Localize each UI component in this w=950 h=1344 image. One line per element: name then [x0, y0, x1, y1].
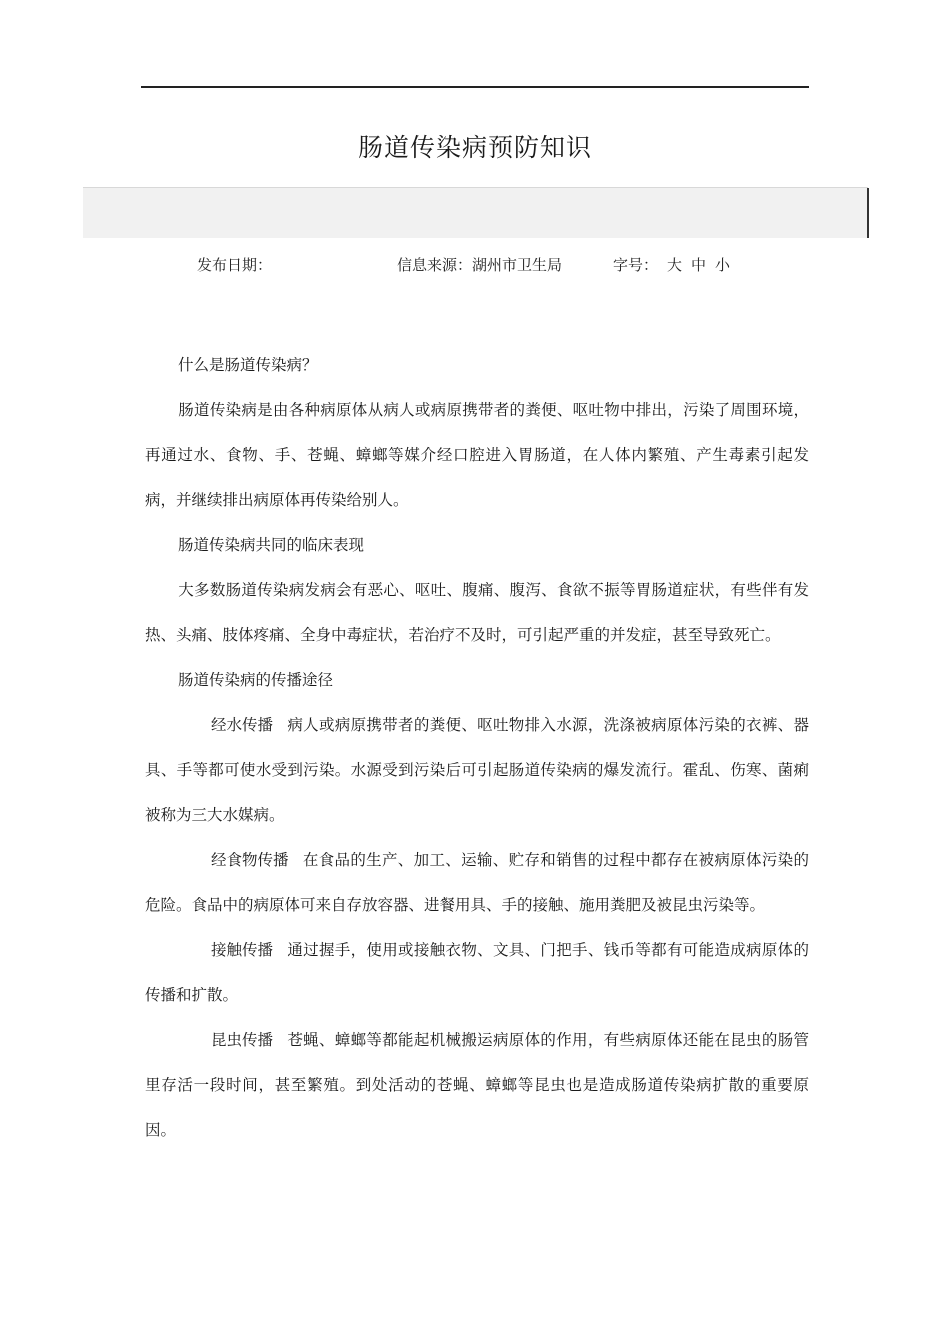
font-size-medium-link[interactable]: 中	[691, 256, 707, 274]
info-source-value: 湖州市卫生局	[472, 256, 563, 274]
band-edge	[867, 188, 869, 238]
article-body	[145, 343, 809, 1153]
font-size-selector	[613, 254, 730, 275]
paragraph-text: 肠道传染病的传播途径	[178, 671, 334, 689]
paragraph	[145, 523, 809, 568]
paragraph	[145, 568, 809, 658]
publish-date	[197, 254, 272, 275]
paragraph-text: 通过握手，使用或接触衣物、文具、门把手、钱币等都有可能造成病原体的传播和扩散。	[145, 941, 809, 1004]
paragraph-text: 大多数肠道传染病发病会有恶心、呕吐、腹痛、腹泻、食欲不振等胃肠道症状，有些伴有发热、头痛、肢体疼痛、全身中毒症状，若治疗不及时，可引起严重的并发症，甚至导致死亡。	[145, 581, 809, 644]
paragraph-text: 肠道传染病共同的临床表现	[178, 536, 365, 554]
paragraph	[145, 838, 809, 928]
info-source	[397, 254, 562, 275]
paragraph-text: 病人或病原携带者的粪便、呕吐物排入水源，洗涤被病原体污染的衣裤、器具、手等都可使水受到污染。水源受到污染后可引起肠道传染病的爆发流行。霍乱、伤寒、菌痢被称为三大水媒病。	[145, 716, 809, 824]
font-size-small-link[interactable]: 小	[715, 256, 731, 274]
paragraph-lead: 昆虫传播	[211, 1031, 274, 1049]
paragraph	[145, 1018, 809, 1153]
page-title: 肠道传染病预防知识	[357, 133, 592, 162]
publish-date-label: 发布日期：	[197, 256, 273, 274]
info-source-label: 信息来源：	[397, 256, 473, 274]
paragraph	[145, 703, 809, 838]
paragraph-text: 肠道传染病是由各种病原体从病人或病原携带者的粪便、呕吐物中排出，污染了周围环境，再通过水、食物、手、苍蝇、蟑螂等媒介经口腔进入胃肠道，在人体内繁殖、产生毒素引起发病，并继续排出病原体再传染给别人。	[145, 401, 809, 509]
header-band	[83, 187, 868, 238]
paragraph	[145, 658, 809, 703]
paragraph-lead: 经食物传播	[211, 851, 289, 869]
paragraph-lead: 接触传播	[211, 941, 274, 959]
font-size-label: 字号：	[613, 256, 659, 274]
font-size-large-link[interactable]: 大	[667, 256, 683, 274]
paragraph-text: 苍蝇、蟑螂等都能起机械搬运病原体的作用，有些病原体还能在昆虫的肠管里存活一段时间，甚至繁殖。到处活动的苍蝇、蟑螂等昆虫也是造成肠道传染病扩散的重要原因。	[145, 1031, 809, 1139]
paragraph-lead: 经水传播	[211, 716, 274, 734]
paragraph	[145, 343, 809, 388]
header-rule	[141, 86, 809, 88]
paragraph-text: 在食品的生产、加工、运输、贮存和销售的过程中都存在被病原体污染的危险。食品中的病原体可来自存放容器、进餐用具、手的接触、施用粪肥及被昆虫污染等。	[145, 851, 809, 914]
paragraph	[145, 928, 809, 1018]
paragraph	[145, 388, 809, 523]
paragraph-text: 什么是肠道传染病？	[178, 356, 318, 374]
